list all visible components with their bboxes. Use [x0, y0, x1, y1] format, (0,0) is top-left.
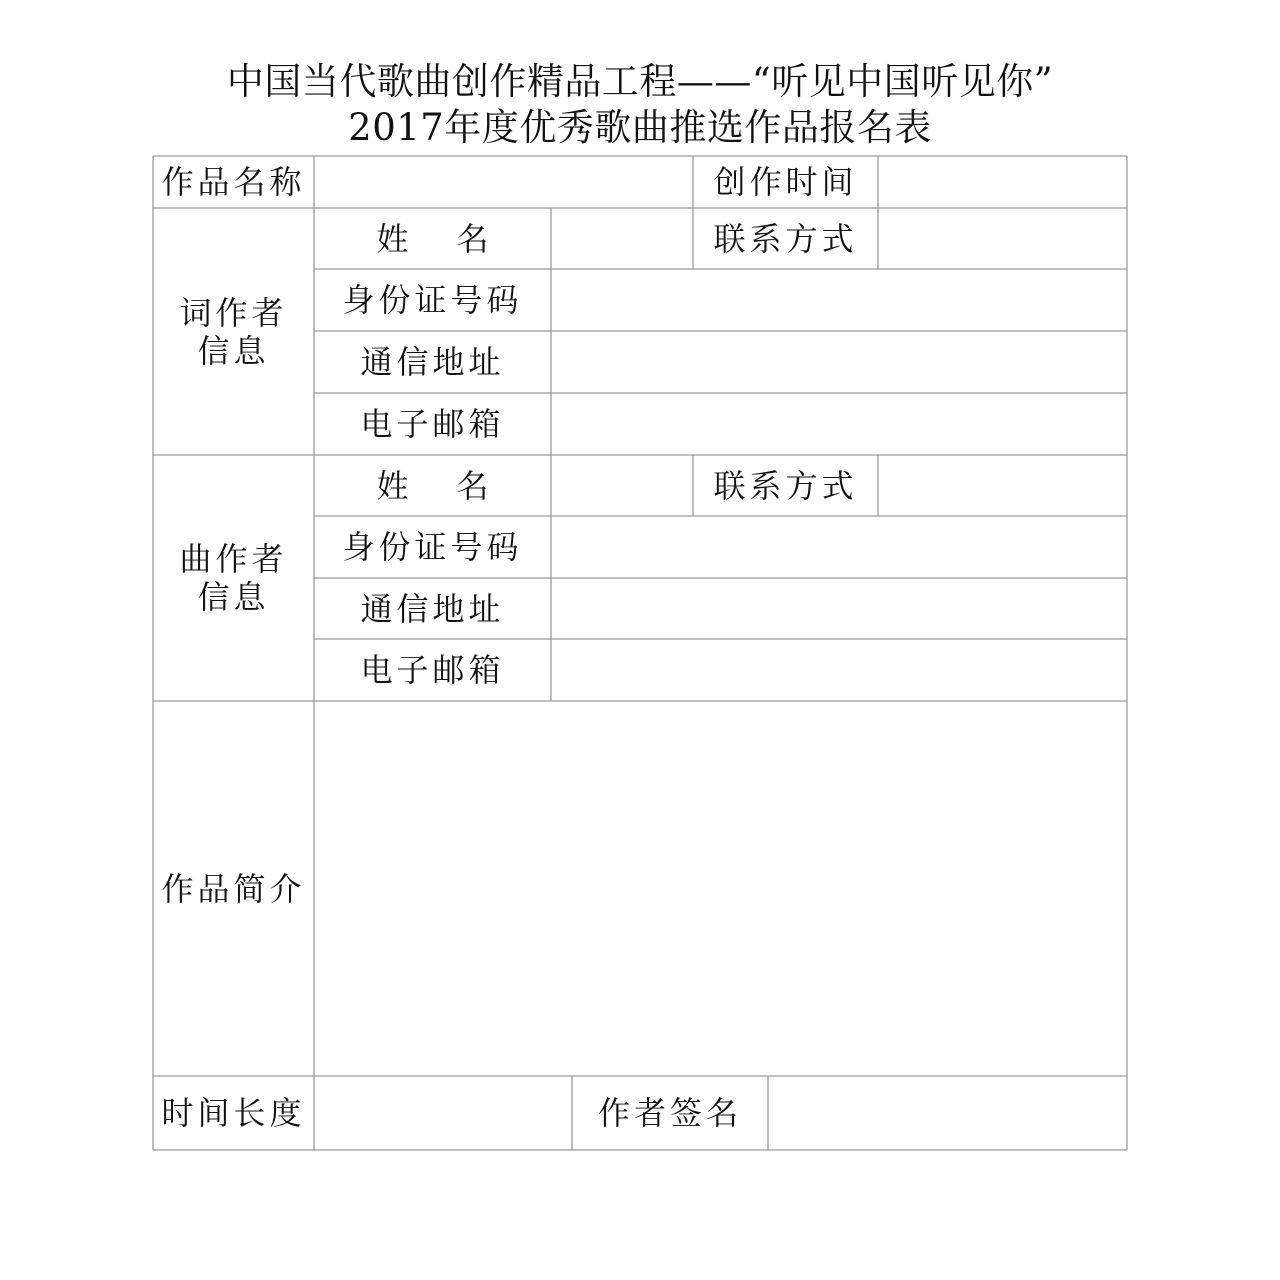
composer-group-label-line2: 信息: [197, 578, 270, 616]
lyricist-email-field[interactable]: [551, 393, 1127, 455]
lyricist-id-label: 身份证号码: [342, 281, 523, 319]
duration-label: 时间长度: [161, 1094, 306, 1132]
duration-field[interactable]: [314, 1076, 572, 1150]
work-name-field[interactable]: [314, 156, 693, 208]
composer-contact-field[interactable]: [878, 455, 1127, 516]
composer-group-label-line1: 曲作者: [179, 540, 288, 578]
composer-address-field[interactable]: [551, 578, 1127, 639]
work-name-label: 作品名称: [161, 163, 306, 201]
lyricist-name-label: 姓名: [376, 219, 537, 258]
lyricist-address-label: 通信地址: [360, 343, 505, 381]
lyricist-group-label-line2: 信息: [197, 331, 270, 370]
lyricist-email-label: 电子邮箱: [360, 405, 505, 443]
composer-contact-label: 联系方式: [713, 466, 858, 505]
composer-email-field[interactable]: [551, 639, 1127, 701]
composer-name-field[interactable]: [551, 455, 693, 516]
creation-time-field[interactable]: [878, 156, 1127, 208]
composer-email-label: 电子邮箱: [360, 651, 505, 689]
lyricist-name-field[interactable]: [551, 208, 693, 269]
lyricist-contact-field[interactable]: [878, 208, 1127, 269]
lyricist-group-label-line1: 词作者: [179, 293, 288, 332]
composer-address-label: 通信地址: [360, 589, 505, 628]
lyricist-info-group-label: [153, 208, 314, 455]
form-title-line2: 2017年度优秀歌曲推选作品报名表: [348, 106, 932, 149]
lyricist-address-field[interactable]: [551, 331, 1127, 393]
composer-name-label: 姓名: [376, 466, 537, 505]
composer-id-label: 身份证号码: [342, 528, 523, 566]
work-intro-label: 作品简介: [161, 869, 306, 908]
signature-label: 作者签名: [597, 1094, 742, 1132]
lyricist-id-field[interactable]: [551, 269, 1127, 331]
form-title-line1: 中国当代歌曲创作精品工程——“听见中国听见你”: [226, 60, 1054, 103]
signature-field[interactable]: [768, 1076, 1127, 1150]
composer-info-group-label: [153, 455, 314, 701]
creation-time-label: 创作时间: [713, 163, 858, 201]
lyricist-contact-label: 联系方式: [713, 219, 858, 258]
composer-id-field[interactable]: [551, 516, 1127, 578]
work-intro-field[interactable]: [314, 701, 1127, 1076]
